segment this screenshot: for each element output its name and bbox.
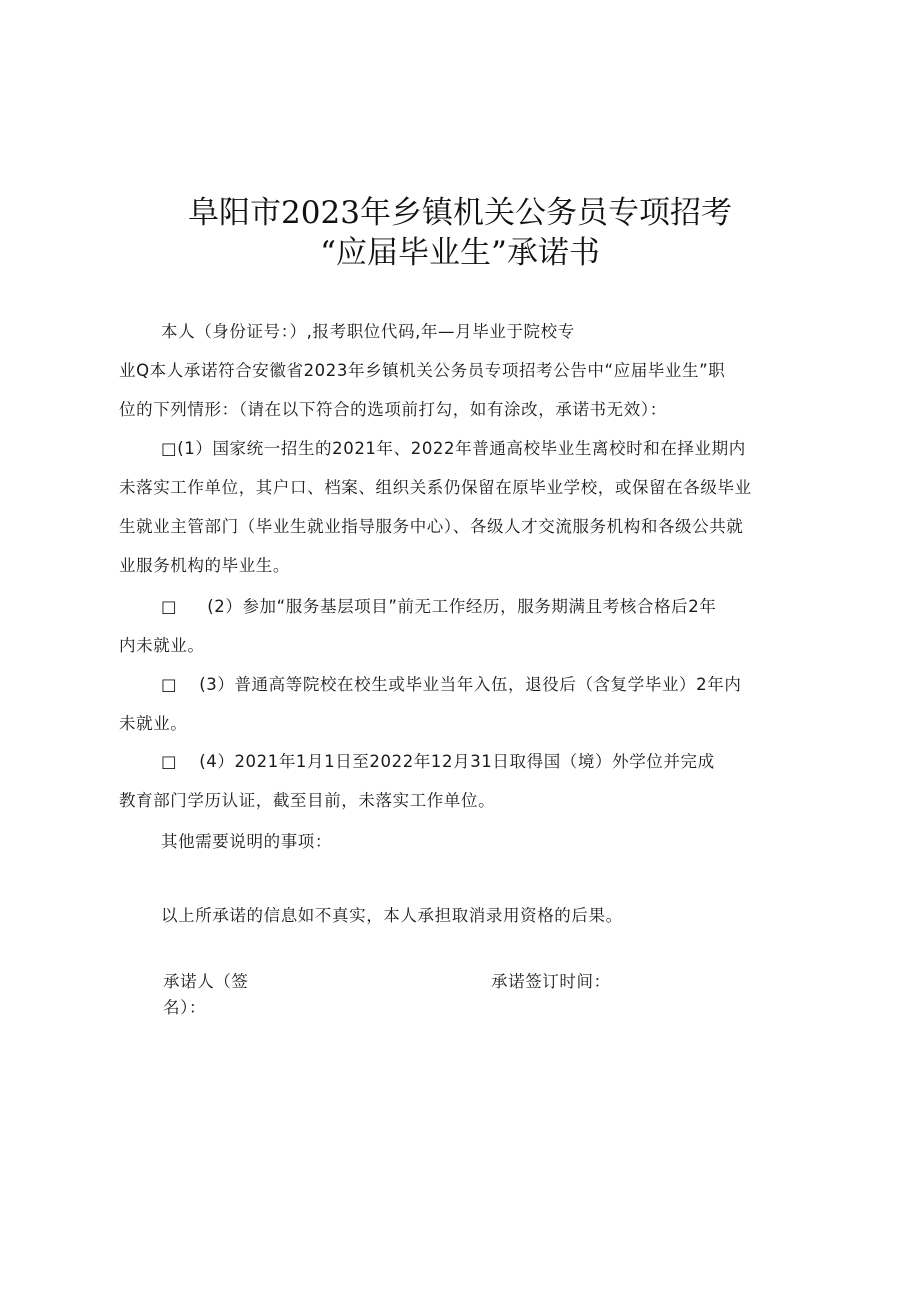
option-4-line-1: (4）2021年1月1日至2022年12月31日取得国（境）外学位并完成 bbox=[199, 752, 715, 771]
option-2-line-2: 内未就业。 bbox=[119, 636, 205, 655]
declaration bbox=[119, 896, 809, 935]
option-3-line-1: (3）普通高等院校在校生或毕业当年入伍，退役后（含复学毕业）2年内 bbox=[199, 675, 742, 694]
signer-label-line-2: 名）： bbox=[163, 998, 207, 1017]
option-4-line-2: 教育部门学历认证，截至目前，未落实工作单位。 bbox=[119, 791, 496, 810]
option-2-line-1: (2）参加“服务基层项目”前无工作经历，服务期满且考核合格后2年 bbox=[207, 597, 717, 616]
intro-paragraph bbox=[119, 312, 809, 429]
option-1-line-4: 业服务机构的毕业生。 bbox=[119, 556, 290, 575]
option-1-line-3: 生就业主管部门（毕业生就业指导服务中心）、各级人才交流服务机构和各级公共就 bbox=[119, 517, 744, 536]
option-3-line-2: 未就业。 bbox=[119, 714, 188, 733]
other-notes-label: 其他需要说明的事项： bbox=[161, 832, 332, 851]
option-4-checkbox[interactable]: □ bbox=[161, 752, 178, 771]
intro-line-1: 本人（身份证号：）,报考职位代码,年—月毕业于院校专 bbox=[161, 322, 575, 341]
declaration-text: 以上所承诺的信息如不真实，本人承担取消录用资格的后果。 bbox=[161, 906, 623, 925]
signer-label bbox=[163, 969, 273, 1021]
option-2-checkbox[interactable]: □ bbox=[161, 597, 178, 616]
signing-date-label: 承诺签订时间： bbox=[491, 972, 611, 991]
option-4 bbox=[119, 742, 809, 820]
intro-line-2: 业Q本人承诺符合安徽省2023年乡镇机关公务员专项招考公告中“应届毕业生”职 bbox=[119, 361, 726, 380]
option-1-line-1: (1）国家统一招生的2021年、2022年普通高校毕业生离校时和在择业期内 bbox=[177, 439, 746, 458]
document-title-line-1: 阜阳市2023年乡镇机关公务员专项招考 bbox=[188, 195, 732, 231]
option-1-checkbox[interactable]: □ bbox=[161, 439, 178, 458]
option-3 bbox=[119, 665, 809, 743]
option-1 bbox=[119, 429, 809, 585]
intro-line-3: 位的下列情形：（请在以下符合的选项前打勾，如有涂改，承诺书无效）： bbox=[119, 400, 667, 419]
signer-label-line-1: 承诺人（签 bbox=[163, 972, 249, 991]
option-2 bbox=[119, 587, 809, 665]
document-title-line-2: “应届毕业生”承诺书 bbox=[320, 235, 600, 271]
option-1-line-2: 未落实工作单位，其户口、档案、组织关系仍保留在原毕业学校，或保留在各级毕业 bbox=[119, 478, 752, 497]
other-notes bbox=[119, 822, 809, 861]
option-3-checkbox[interactable]: □ bbox=[161, 675, 178, 694]
